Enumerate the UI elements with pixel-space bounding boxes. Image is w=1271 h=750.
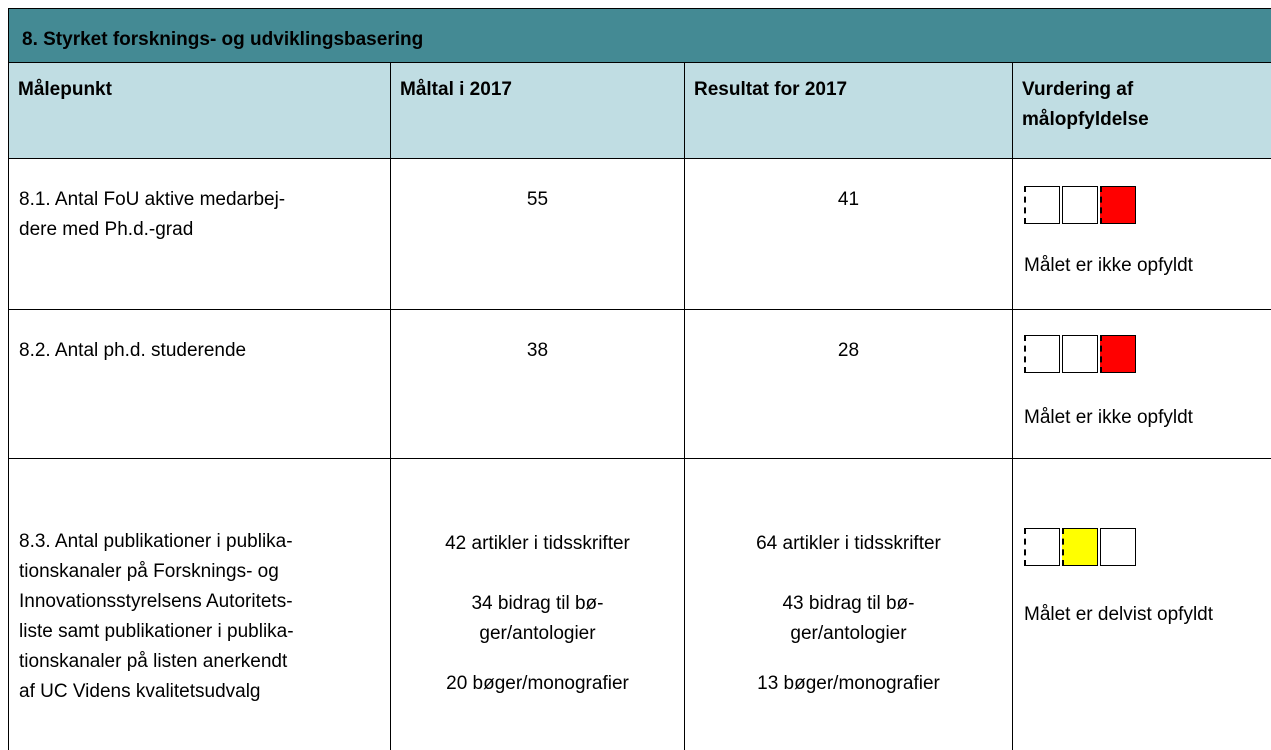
assessment-cell <box>1012 159 1271 310</box>
measure-cell <box>8 310 390 459</box>
table-row <box>8 159 1271 310</box>
traffic-light <box>1024 335 1139 375</box>
assessment-cell <box>1012 310 1271 459</box>
result-value: 28 <box>837 340 860 361</box>
light-box <box>1062 186 1098 224</box>
verdict-text: Målet er ikke opfyldt <box>1024 255 1193 276</box>
traffic-light <box>1024 186 1139 226</box>
header-cell-result <box>684 63 1012 159</box>
target-values: 42 artikler i tidsskrifter 34 bidrag til bø- ger/antologier 20 bøger/monografier <box>445 533 630 694</box>
target-value: 55 <box>526 189 549 210</box>
section-title-row <box>8 8 1271 63</box>
light-box <box>1062 335 1098 373</box>
target-cell <box>390 310 684 459</box>
header-target: Måltal i 2017 <box>400 79 512 100</box>
target-cell <box>390 159 684 310</box>
result-values: 64 artikler i tidsskrifter 43 bidrag til bø- ger/antologier 13 bøger/monografier <box>756 533 941 694</box>
header-cell-target <box>390 63 684 159</box>
light-box <box>1100 528 1136 566</box>
result-value: 41 <box>837 189 860 210</box>
section-title: 8. Styrket forsknings- og udviklingsbasering <box>22 29 424 50</box>
verdict-text: Målet er ikke opfyldt <box>1024 407 1193 428</box>
result-cell <box>684 459 1012 750</box>
light-box-red <box>1100 335 1136 373</box>
light-box <box>1024 528 1060 566</box>
measure-label: 8.3. Antal publikationer i publika- tionskanaler på Forsknings- og Innovationsstyrelsens Autoritets- liste samt publikationer i publika- tionskanaler på listen anerkendt af UC Videns kvalitetsudvalg <box>19 531 294 702</box>
measure-cell <box>8 459 390 750</box>
light-box-red <box>1100 186 1136 224</box>
measure-label: 8.1. Antal FoU aktive medarbej- dere med Ph.d.-grad <box>19 189 286 240</box>
header-assessment: Vurdering af målopfyldelse <box>1022 79 1149 130</box>
table-row <box>8 310 1271 459</box>
target-cell <box>390 459 684 750</box>
light-box <box>1024 186 1060 224</box>
result-cell <box>684 159 1012 310</box>
header-cell-assessment <box>1012 63 1271 159</box>
result-cell <box>684 310 1012 459</box>
header-row <box>8 63 1271 159</box>
traffic-light <box>1024 528 1139 568</box>
table-row <box>8 459 1271 750</box>
light-box <box>1024 335 1060 373</box>
header-cell-measure <box>8 63 390 159</box>
target-value: 38 <box>526 340 549 361</box>
assessment-cell <box>1012 459 1271 750</box>
header-result: Resultat for 2017 <box>694 79 848 100</box>
light-box-yellow <box>1062 528 1098 566</box>
verdict-text: Målet er delvist opfyldt <box>1024 604 1214 625</box>
header-measure: Målepunkt <box>18 79 112 100</box>
measure-label: 8.2. Antal ph.d. studerende <box>19 340 247 361</box>
measure-cell <box>8 159 390 310</box>
